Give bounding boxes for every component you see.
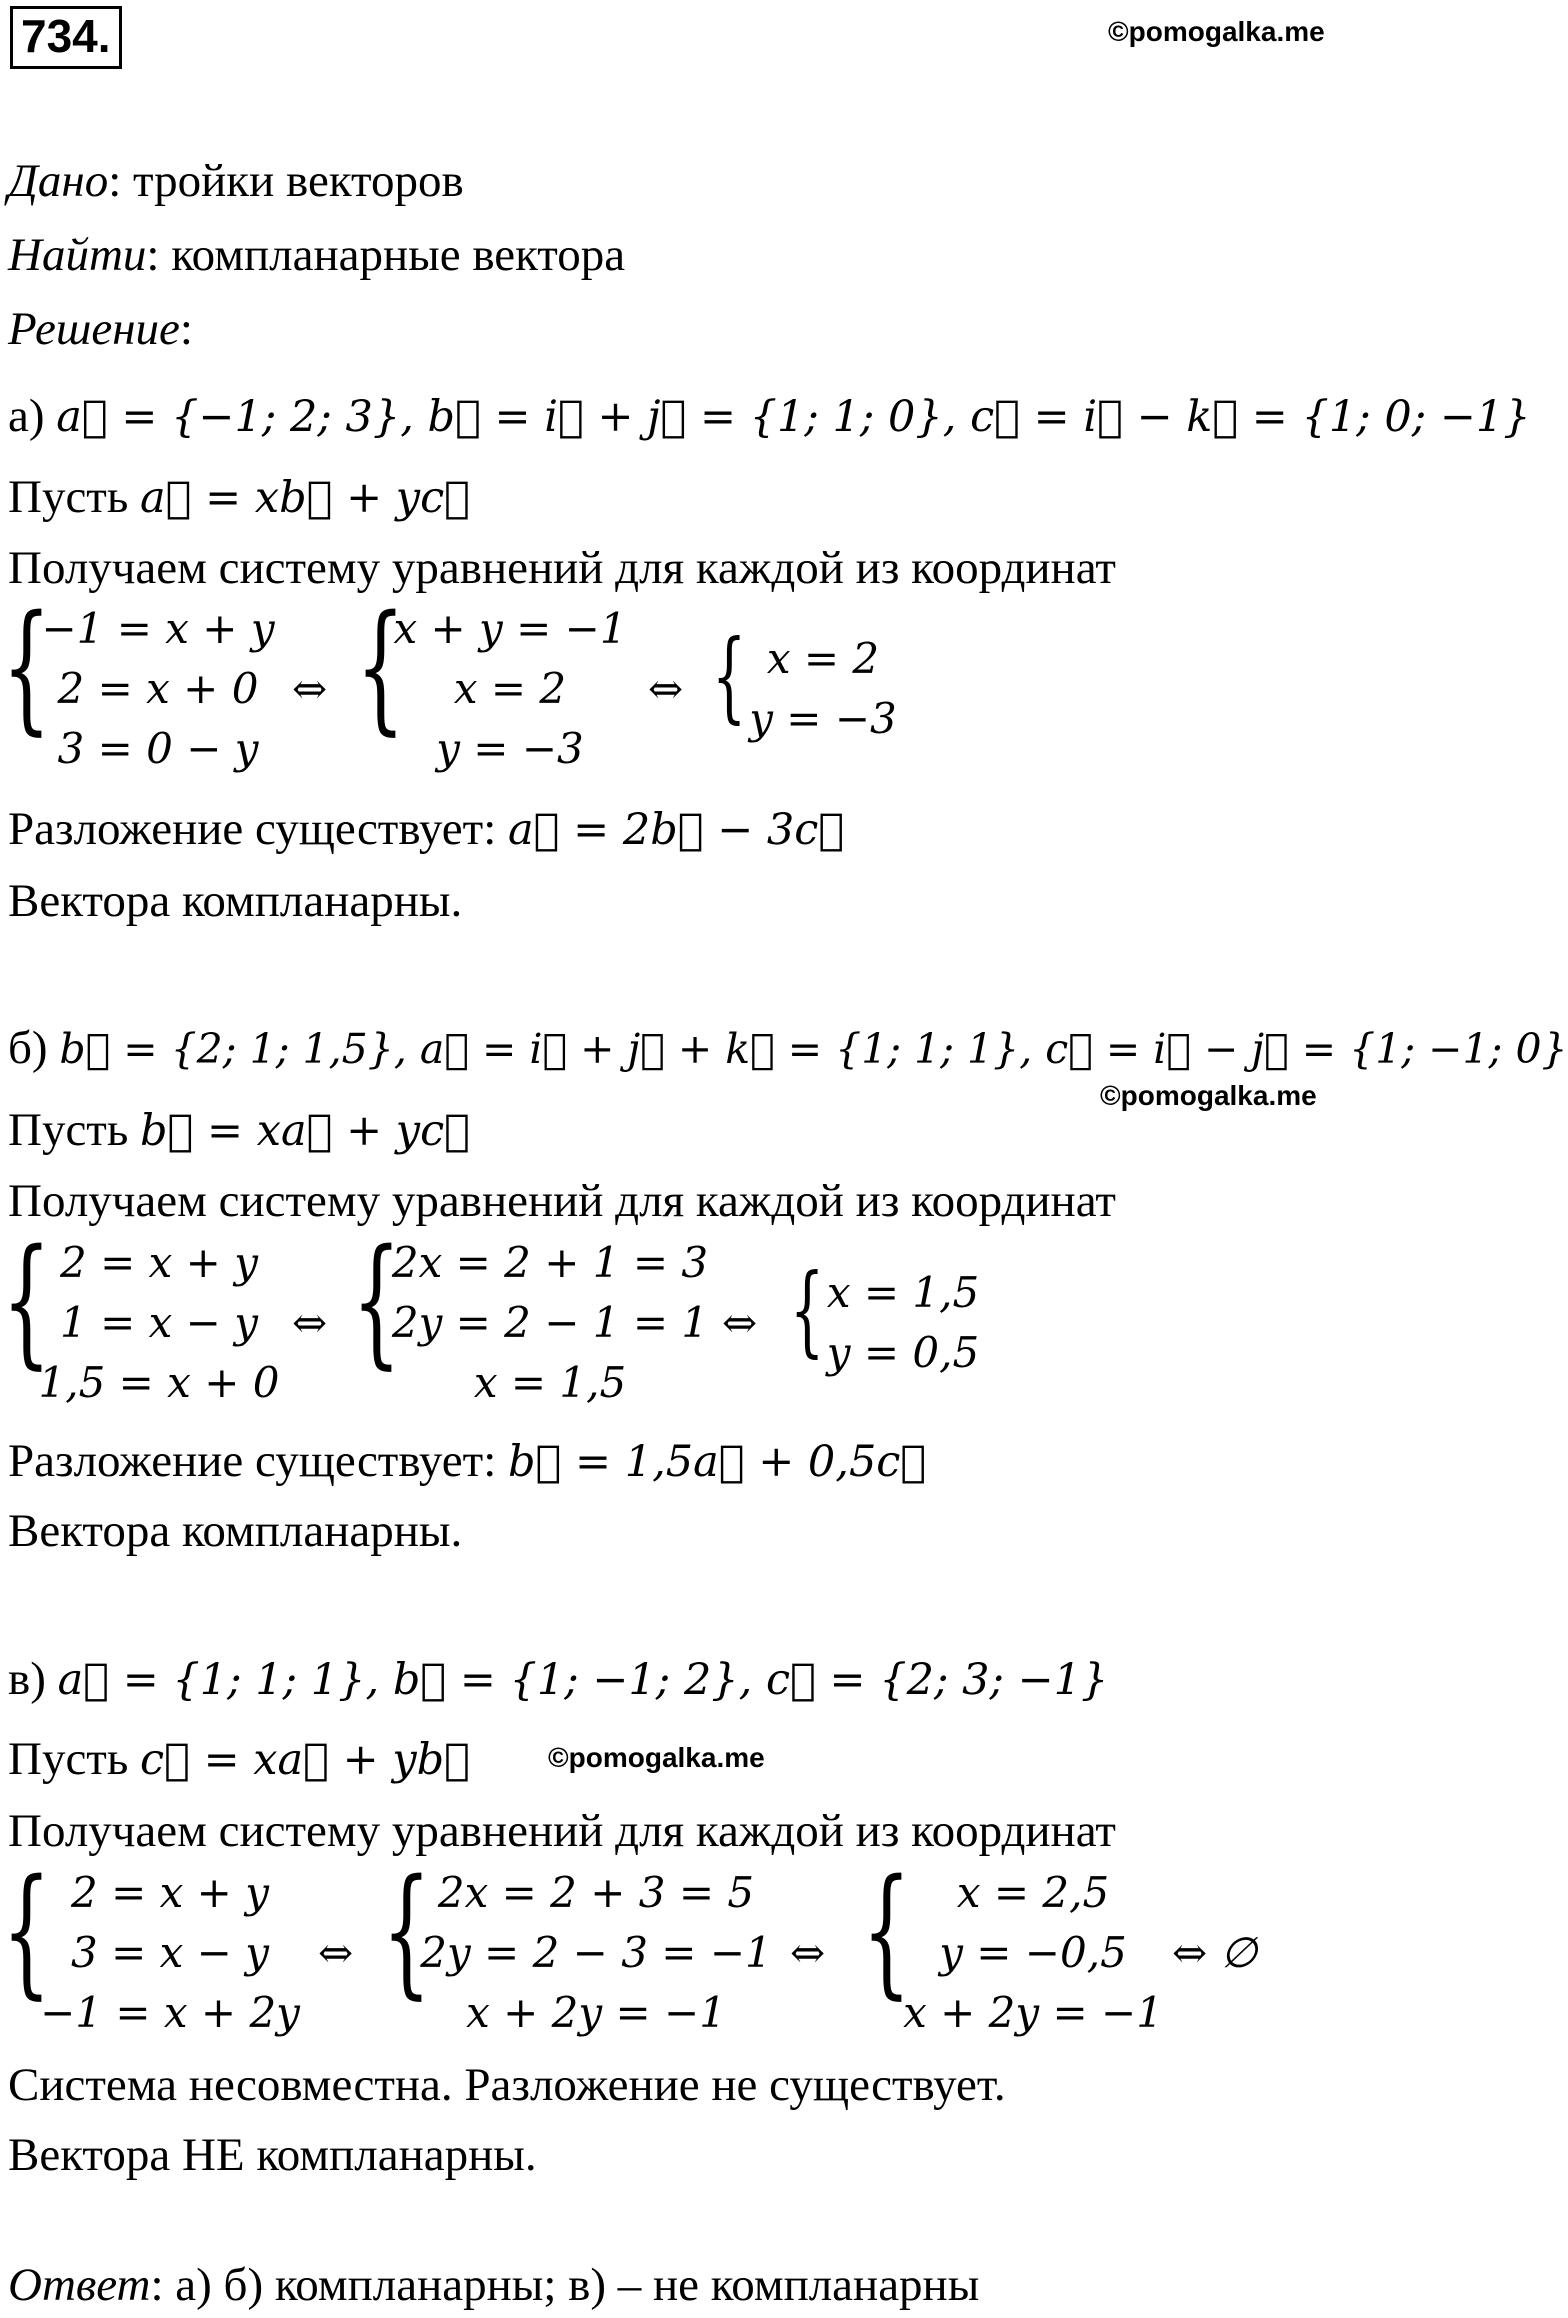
brace-icon: { <box>2 1850 51 2013</box>
part-a-sys1-eq3: 3 = 0 − y <box>57 724 259 773</box>
part-b-sys1-eq3: 1,5 = x + 0 <box>38 1358 280 1407</box>
part-a-let-expr: a⃗ = xb⃗ + yc⃗ <box>140 473 470 523</box>
part-c-sys3-eq2: y = −0,5 <box>939 1928 1127 1977</box>
equiv-icon: ⇔ <box>790 1928 826 1977</box>
brace-icon: { <box>862 1850 911 2013</box>
watermark-top: ©pomogalka.me <box>1108 16 1325 47</box>
part-a-sys3-eq2: y = −3 <box>749 694 897 743</box>
part-b-vectors-line <box>8 1022 1568 1074</box>
part-a-let-line <box>8 471 470 523</box>
part-a-sys2-eq1: x + y = −1 <box>393 604 627 653</box>
part-b-vectors: b⃗ = {2; 1; 1,5}, a⃗ = i⃗ + j⃗ + k⃗ = {1; 1; 1}, c⃗ = i⃗ − j⃗ = {1; −1; 0} <box>59 1025 1568 1073</box>
brace-icon: { <box>712 620 747 734</box>
find-label: Найти <box>8 229 147 281</box>
part-c-vectors-line <box>8 1653 1109 1705</box>
solution-label: Решение <box>8 303 180 355</box>
part-a-decomp-line <box>8 803 845 855</box>
find-line <box>8 229 626 281</box>
part-c-sys1-eq1: 2 = x + y <box>71 1868 269 1917</box>
part-a-decomp-label: Разложение существует: <box>8 803 497 855</box>
part-a-let-label: Пусть <box>8 471 129 523</box>
brace-icon: { <box>382 1850 431 2013</box>
part-b-let-line <box>8 1104 470 1156</box>
watermark-bottom: ©pomogalka.me <box>548 1742 765 1773</box>
part-a-prefix: а) <box>8 390 45 442</box>
equiv-icon: ⇔ <box>648 664 684 713</box>
watermark-middle: ©pomogalka.me <box>1100 1080 1317 1111</box>
part-b-decomp-line <box>8 1435 927 1487</box>
brace-icon: { <box>2 1220 51 1383</box>
find-text: : компланарные вектора <box>146 229 626 281</box>
part-b-decomp-label: Разложение существует: <box>8 1435 497 1487</box>
part-b-system-intro: Получаем систему уравнений для каждой из координат <box>8 1175 1116 1227</box>
part-c-sys2-eq3: x + 2y = −1 <box>466 1988 726 2037</box>
brace-icon: { <box>790 1254 825 1368</box>
part-b-conclusion: Вектора компланарны. <box>8 1505 463 1557</box>
part-b-let-label: Пусть <box>8 1104 129 1156</box>
brace-icon: { <box>2 586 51 749</box>
part-a-sys2-eq3: y = −3 <box>436 724 584 773</box>
problem-number: 734. <box>10 6 122 69</box>
answer-text: : а) б) компланарны; в) – не компланарны <box>150 2259 980 2311</box>
part-c-sys3-eq3: x + 2y = −1 <box>903 1988 1163 2037</box>
part-c-let-expr: c⃗ = xa⃗ + yb⃗ <box>140 1735 470 1785</box>
part-c-conclusion: Вектора НЕ компланарны. <box>8 2129 537 2181</box>
part-b-sys1-eq2: 1 = x − y <box>60 1298 258 1347</box>
part-a-conclusion: Вектора компланарны. <box>8 875 463 927</box>
given-line <box>8 155 464 207</box>
part-b-sys1-eq1: 2 = x + y <box>60 1238 258 1287</box>
answer-label: Ответ <box>8 2259 151 2311</box>
equiv-icon: ⇔ <box>292 664 328 713</box>
part-c-let-line <box>8 1733 470 1785</box>
empty-set: ⇔ ∅ <box>1172 1928 1258 1977</box>
part-a-sys1-eq1: −1 = x + y <box>41 604 275 653</box>
brace-icon: { <box>352 1220 401 1383</box>
given-label: Дано <box>8 155 109 207</box>
part-c-incompatible: Система несовместна. Разложение не существует. <box>8 2059 1006 2111</box>
part-c-sys2-eq1: 2x = 2 + 3 = 5 <box>437 1868 755 1917</box>
part-a-sys2-eq2: x = 2 <box>453 664 567 713</box>
part-c-sys1-eq2: 3 = x − y <box>71 1928 269 1977</box>
part-a-sys3-eq1: x = 2 <box>766 634 880 683</box>
part-a-decomp-expr: a⃗ = 2b⃗ − 3c⃗ <box>508 805 845 855</box>
brace-icon: { <box>356 586 405 749</box>
part-b-prefix: б) <box>8 1022 48 1074</box>
solution-line <box>8 303 193 355</box>
equiv-icon: ⇔ <box>318 1928 354 1977</box>
part-c-sys1-eq3: −1 = x + 2y <box>40 1988 300 2037</box>
part-a-vectors-line <box>8 390 1531 442</box>
part-b-decomp-expr: b⃗ = 1,5a⃗ + 0,5c⃗ <box>508 1437 927 1487</box>
part-a-vectors: a⃗ = {−1; 2; 3}, b⃗ = i⃗ + j⃗ = {1; 1; 0}, c⃗ = i⃗ − k⃗ = {1; 0; −1} <box>56 392 1531 442</box>
part-c-vectors: a⃗ = {1; 1; 1}, b⃗ = {1; −1; 2}, c⃗ = {2; 3; −1} <box>57 1655 1109 1705</box>
given-text: : тройки векторов <box>108 155 464 207</box>
part-c-sys2-eq2: 2y = 2 − 3 = −1 <box>420 1928 772 1977</box>
part-b-let-expr: b⃗ = xa⃗ + yc⃗ <box>140 1106 470 1156</box>
part-c-let-label: Пусть <box>8 1733 129 1785</box>
part-a-sys1-eq2: 2 = x + 0 <box>57 664 259 713</box>
part-c-prefix: в) <box>8 1653 46 1705</box>
equiv-icon: ⇔ <box>722 1298 758 1347</box>
part-c-sys3-eq1: x = 2,5 <box>956 1868 1110 1917</box>
part-a-system-intro: Получаем систему уравнений для каждой из координат <box>8 542 1116 594</box>
part-b-sys3-eq2: y = 0,5 <box>826 1328 980 1377</box>
part-b-sys2-eq1: 2x = 2 + 1 = 3 <box>391 1238 709 1287</box>
part-b-sys2-eq2: 2y = 2 − 1 = 1 <box>391 1298 709 1347</box>
part-c-system-intro: Получаем систему уравнений для каждой из координат <box>8 1805 1116 1857</box>
equiv-icon: ⇔ <box>292 1298 328 1347</box>
part-b-sys3-eq1: x = 1,5 <box>826 1268 980 1317</box>
answer-line <box>8 2259 980 2311</box>
solution-text: : <box>179 303 193 355</box>
part-b-sys2-eq3: x = 1,5 <box>473 1358 627 1407</box>
